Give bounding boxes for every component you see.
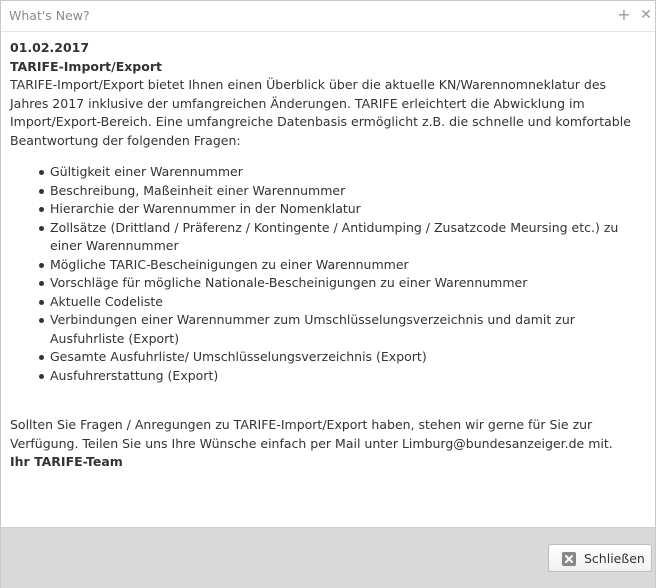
list-item: Verbindungen einer Warennummer zum Umschlüsselungsverzeichnis und damit zur Ausfuhrliste (Export) (50, 311, 646, 348)
close-button[interactable] (548, 544, 652, 572)
signature: Ihr TARIFE-Team (10, 454, 123, 469)
list-item: Hierarchie der Warennummer in der Nomenklatur (50, 200, 646, 219)
list-item: Aktuelle Codeliste (50, 293, 646, 312)
close-button-label: Schließen (584, 551, 645, 566)
list-item: Beschreibung, Maßeinheit einer Warennummer (50, 182, 646, 201)
release-date: 01.02.2017 (10, 40, 90, 55)
feature-list (10, 163, 646, 385)
dialog-content (10, 39, 646, 472)
plus-icon[interactable]: + (617, 5, 631, 24)
dialog-footer (1, 527, 655, 588)
product-heading: TARIFE-Import/Export (10, 58, 162, 74)
closing-paragraph: Sollten Sie Fragen / Anregungen zu TARIFE-Import/Export haben, stehen wir gerne für Sie zur Verfügung. Teilen Sie uns Ihre Wünsche einfach per Mail unter Limburg@bundesanzeiger.de mit. (10, 417, 613, 451)
list-item: Ausfuhrerstattung (Export) (50, 367, 646, 386)
close-icon[interactable]: ✕ (640, 7, 652, 23)
list-item: Zollsätze (Drittland / Präferenz / Kontingente / Antidumping / Zusatzcode Meursing etc.) zu einer Warennummer (50, 219, 646, 256)
close-box-icon (562, 552, 576, 566)
list-item: Vorschläge für mögliche Nationale-Bescheinigungen zu einer Warennummer (50, 274, 646, 293)
list-item: Gesamte Ausfuhrliste/ Umschlüsselungsverzeichnis (Export) (50, 348, 646, 367)
list-item: Mögliche TARIC-Bescheinigungen zu einer Warennummer (50, 256, 646, 275)
list-item: Gültigkeit einer Warennummer (50, 163, 646, 182)
intro-paragraph: TARIFE-Import/Export bietet Ihnen einen Überblick über die aktuelle KN/Warennomneklatur des Jahres 2017 inklusive der umfangreichen Änderungen. TARIFE erleichtert die Abwicklung im Import/Export-Bereich. Eine umfangreiche Datenbasis ermöglicht z.B. die schnelle und komfortable Beantwortung der folgenden Fragen: (10, 77, 631, 148)
dialog-titlebar (1, 1, 655, 32)
dialog-title: What's New? (9, 8, 90, 23)
